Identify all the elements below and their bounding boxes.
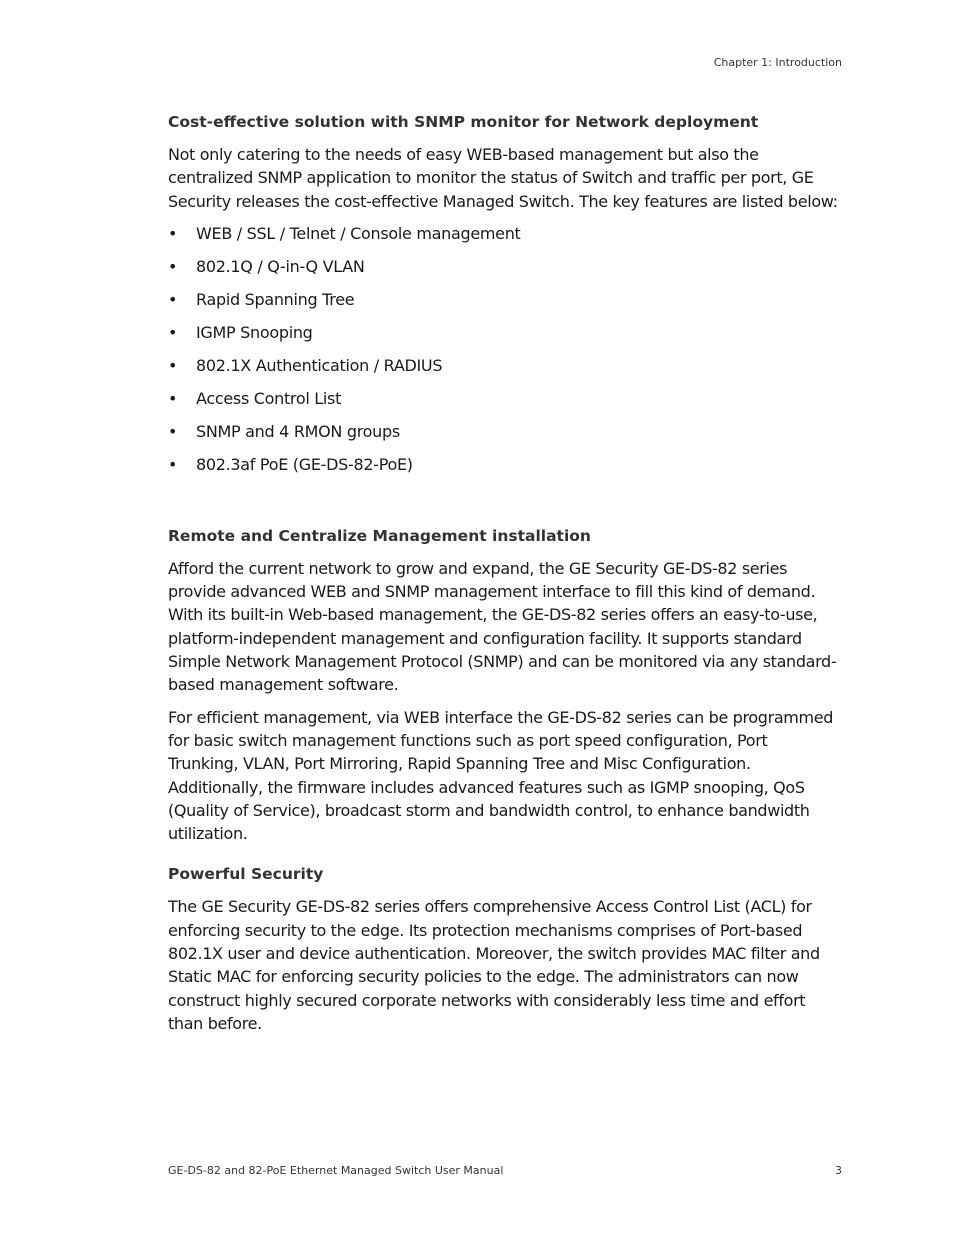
bullet-icon: • [168, 223, 178, 243]
list-item-text: IGMP Snooping [196, 322, 313, 342]
footer-title: GE-DS-82 and 82-PoE Ethernet Managed Switch User Manual [168, 1164, 504, 1177]
page-content [168, 112, 840, 1044]
list-item [168, 453, 840, 476]
list-item-text: 802.1Q / Q-in-Q VLAN [196, 256, 365, 276]
bullet-icon: • [168, 454, 178, 474]
paragraph: Afford the current network to grow and expand, the GE Security GE-DS-82 series provide advanced WEB and SNMP management interface to fill this kind of demand. With its built-in Web-based management, the GE-DS-82 series offers an easy-to-use, platform-independent management and configuration facility. It supports standard Simple Network Management Protocol (SNMP) and can be monitored via any standard-based management software. [168, 558, 837, 695]
section-remote-management [168, 526, 840, 846]
running-header-chapter: Chapter 1: Introduction [713, 56, 842, 69]
running-footer [168, 1164, 842, 1177]
page-number: 3 [835, 1164, 842, 1177]
list-item-text: 802.1X Authentication / RADIUS [196, 355, 443, 375]
feature-list [168, 222, 840, 476]
list-item [168, 321, 840, 344]
paragraph: Not only catering to the needs of easy WEB-based management but also the centralized SNMP application to monitor the status of Switch and traffic per port, GE Security releases the cost-effective Managed Switch. The key features are listed below: [168, 145, 838, 211]
list-item [168, 420, 840, 443]
list-item-text: 802.3af PoE (GE-DS-82-PoE) [196, 454, 413, 474]
list-item [168, 354, 840, 377]
bullet-icon: • [168, 388, 178, 408]
section-heading: Remote and Centralize Management installation [168, 526, 591, 545]
list-item-text: WEB / SSL / Telnet / Console management [196, 223, 521, 243]
bullet-icon: • [168, 421, 178, 441]
list-item [168, 222, 840, 245]
list-item [168, 255, 840, 278]
bullet-icon: • [168, 355, 178, 375]
bullet-icon: • [168, 289, 178, 309]
paragraph: For efficient management, via WEB interface the GE-DS-82 series can be programmed for basic switch management functions such as port speed configuration, Port Trunking, VLAN, Port Mirroring, Rapid Spanning Tree and Misc Configuration. Additionally, the firmware includes advanced features such as IGMP snooping, QoS (Quality of Service), broadcast storm and bandwidth control, to enhance bandwidth utilization. [168, 707, 834, 844]
section-powerful-security [168, 864, 840, 1035]
list-item-text: Rapid Spanning Tree [196, 289, 355, 309]
bullet-icon: • [168, 256, 178, 276]
section-cost-effective [168, 112, 840, 476]
list-item-text: SNMP and 4 RMON groups [196, 421, 400, 441]
list-item [168, 387, 840, 410]
paragraph: The GE Security GE-DS-82 series offers comprehensive Access Control List (ACL) for enforcing security to the edge. Its protection mechanisms comprises of Port-based 802.1X user and device authentication. Moreover, the switch provides MAC filter and Static MAC for enforcing security policies to the edge. The administrators can now construct highly secured corporate networks with considerably less time and effort than before. [168, 897, 820, 1033]
bullet-icon: • [168, 322, 178, 342]
section-heading: Powerful Security [168, 865, 324, 884]
section-heading: Cost-effective solution with SNMP monitor for Network deployment [168, 113, 759, 131]
list-item [168, 288, 840, 311]
list-item-text: Access Control List [196, 388, 342, 408]
